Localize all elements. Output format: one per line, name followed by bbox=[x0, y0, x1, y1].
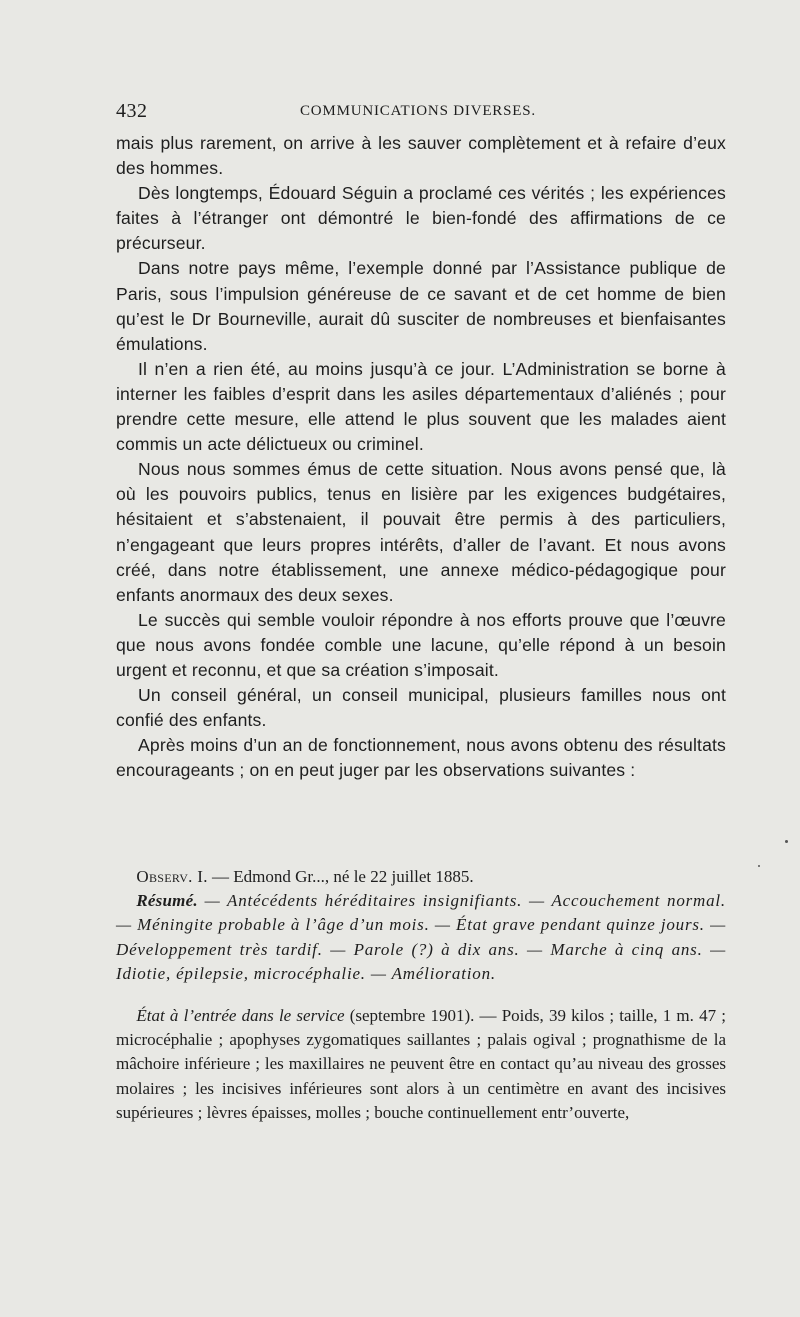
paragraph: Le succès qui semble vouloir répondre à nos efforts prouve que l’œuvre que nous avons fondée comble une lacune, qu’elle répond à un besoin urgent et reconnu, et que sa création s’imposait. bbox=[116, 609, 726, 680]
state-label: État à l’entrée dans le service bbox=[136, 1006, 345, 1026]
summary-label: Résumé. bbox=[136, 891, 198, 911]
running-head: COMMUNICATIONS DIVERSES. bbox=[300, 103, 536, 119]
observation-title bbox=[116, 865, 726, 889]
paragraph: mais plus rarement, on arrive à les sauver complètement et à refaire d’eux des hommes. bbox=[116, 133, 726, 179]
observation-summary bbox=[116, 889, 726, 986]
print-speck bbox=[758, 865, 760, 867]
paragraph: Un conseil général, un conseil municipal, plusieurs familles nous ont confié des enfants. bbox=[116, 685, 726, 731]
observation-subject: — Edmond Gr..., né le 22 juillet 1885. bbox=[207, 867, 474, 886]
summary-text: — Antécédents héréditaires insignifiants. — Accouchement normal. — Méningite probable à l’âge d’un mois. — État grave pendant quinze jours. — Développement très tardif. — Parole (?) à dix ans. — Marche à cinq ans. — Idiotie, épilepsie, microcéphalie. — Amélioration. bbox=[116, 891, 726, 983]
print-speck bbox=[785, 840, 788, 843]
observation-block bbox=[116, 865, 726, 1125]
paragraph: Il n’en a rien été, au moins jusqu’à ce jour. L’Administration se borne à interner les faibles d’esprit dans les asiles départementaux d’aliénés ; pour prendre cette mesure, elle attend le plus souvent que les malades aient commis un acte délictueux ou criminel. bbox=[116, 358, 726, 455]
paragraph: Dans notre pays même, l’exemple donné par l’Assistance publique de Paris, sous l’impulsion généreuse de ce savant et de cet homme de bien qu’est le Dr Bourneville, aurait dû susciter de nombreuses et bienfaisantes émulations. bbox=[116, 258, 726, 354]
observation-state bbox=[116, 1004, 726, 1125]
page-header bbox=[116, 100, 722, 124]
observation-label: Observ. I. bbox=[136, 867, 208, 886]
paragraph: Après moins d’un an de fonctionnement, nous avons obtenu des résultats encourageants ; on en peut juger par les observations suivantes : bbox=[116, 735, 726, 781]
state-text: (septembre 1901). — Poids, 39 kilos ; taille, 1 m. 47 ; microcéphalie ; apophyses zygomatiques saillantes ; palais ogival ; prognathisme de la mâchoire inférieure ; les maxillaires ne peuvent être en contact qu’au niveau des grosses molaires ; les incisives inférieures sont alors à un centimètre en avant des incisives supérieures ; lèvres épaisses, molles ; bouche continuellement entr’ouverte, bbox=[116, 1006, 726, 1122]
paragraph: Dès longtemps, Édouard Séguin a proclamé ces vérités ; les expériences faites à l’étranger ont démontré le bien-fondé des affirmations de ce précurseur. bbox=[116, 183, 726, 254]
paragraph: Nous nous sommes émus de cette situation. Nous avons pensé que, là où les pouvoirs publics, tenus en lisière par les exigences budgétaires, hésitaient et s’abstenaient, il pouvait être permis à des particuliers, n’engageant que leurs propres intérêts, d’aller de l’avant. Et nous avons créé, dans notre établissement, une annexe médico-pédagogique pour enfants anormaux des deux sexes. bbox=[116, 459, 726, 605]
page-number: 432 bbox=[116, 100, 148, 122]
body-text bbox=[116, 131, 726, 783]
